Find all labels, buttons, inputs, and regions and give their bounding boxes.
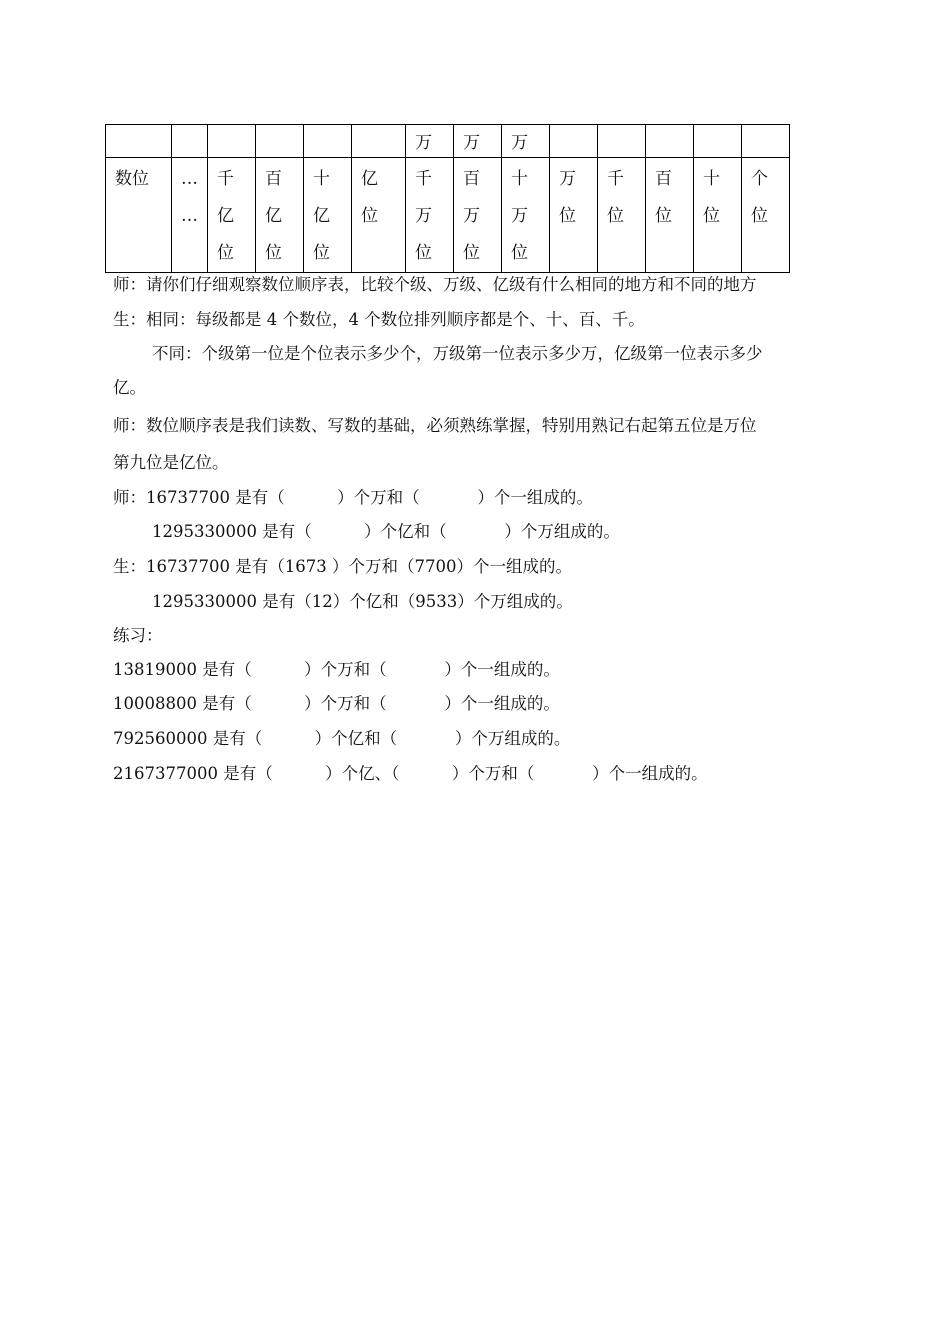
student-answer-2: 1295330000 是有（12）个亿和（9533）个万组成的。 xyxy=(152,592,573,611)
table-cell: 百 位 xyxy=(646,158,694,273)
table-row xyxy=(106,125,790,158)
exercise-item: 13819000 是有（ ）个万和（ ）个一组成的。 xyxy=(113,660,560,679)
table-cell xyxy=(598,125,646,158)
table-cell xyxy=(208,125,256,158)
table-cell: 亿 位 xyxy=(352,158,406,273)
student-answer-different-cont: 亿。 xyxy=(113,378,146,397)
table-cell: 千 位 xyxy=(598,158,646,273)
teacher-note-cont: 第九位是亿位。 xyxy=(113,453,229,472)
table-cell: 千 万 位 xyxy=(406,158,454,273)
table-cell: 个 位 xyxy=(742,158,790,273)
table-cell: 万 xyxy=(454,125,502,158)
table-cell xyxy=(304,125,352,158)
table-cell: 千 亿 位 xyxy=(208,158,256,273)
table-row xyxy=(106,158,790,273)
table-cell xyxy=(550,125,598,158)
table-cell: 十 位 xyxy=(694,158,742,273)
table-cell xyxy=(256,125,304,158)
table-cell xyxy=(646,125,694,158)
table-cell: … … xyxy=(172,158,208,273)
table-cell: 十 万 位 xyxy=(502,158,550,273)
table-cell: 万 xyxy=(406,125,454,158)
teacher-note-line: 师：数位顺序表是我们读数、写数的基础，必须熟练掌握，特别用熟记右起第五位是万位 xyxy=(113,416,757,435)
exercise-item: 792560000 是有（ ）个亿和（ ）个万组成的。 xyxy=(113,729,571,748)
table-cell: 数位 xyxy=(106,158,172,273)
student-answer-different: 不同：个级第一位是个位表示多少个，万级第一位表示多少万，亿级第一位表示多少 xyxy=(152,344,763,363)
exercise-item: 2167377000 是有（ ）个亿、（ ）个万和（ ）个一组成的。 xyxy=(113,764,708,783)
table-cell: 十 亿 位 xyxy=(304,158,352,273)
table-cell: 百 万 位 xyxy=(454,158,502,273)
exercise-heading: 练习： xyxy=(113,626,163,645)
table-cell xyxy=(352,125,406,158)
exercise-item: 10008800 是有（ ）个万和（ ）个一组成的。 xyxy=(113,694,560,713)
teacher-question-line: 师：请你们仔细观察数位顺序表，比较个级、万级、亿级有什么相同的地方和不同的地方 xyxy=(113,275,757,294)
table-cell xyxy=(742,125,790,158)
teacher-question-1: 师：16737700 是有（ ）个万和（ ）个一组成的。 xyxy=(113,488,593,507)
table-cell xyxy=(106,125,172,158)
table-cell xyxy=(694,125,742,158)
table-cell: 万 xyxy=(502,125,550,158)
student-answer-same: 生：相同：每级都是 4 个数位，4 个数位排列顺序都是个、十、百、千。 xyxy=(113,310,645,329)
table-cell xyxy=(172,125,208,158)
student-answer-1: 生：16737700 是有（1673 ）个万和（7700）个一组成的。 xyxy=(113,557,572,576)
table-cell: 万 位 xyxy=(550,158,598,273)
teacher-question-2: 1295330000 是有（ ）个亿和（ ）个万组成的。 xyxy=(152,522,620,541)
table-cell: 百 亿 位 xyxy=(256,158,304,273)
place-value-table xyxy=(105,124,790,273)
